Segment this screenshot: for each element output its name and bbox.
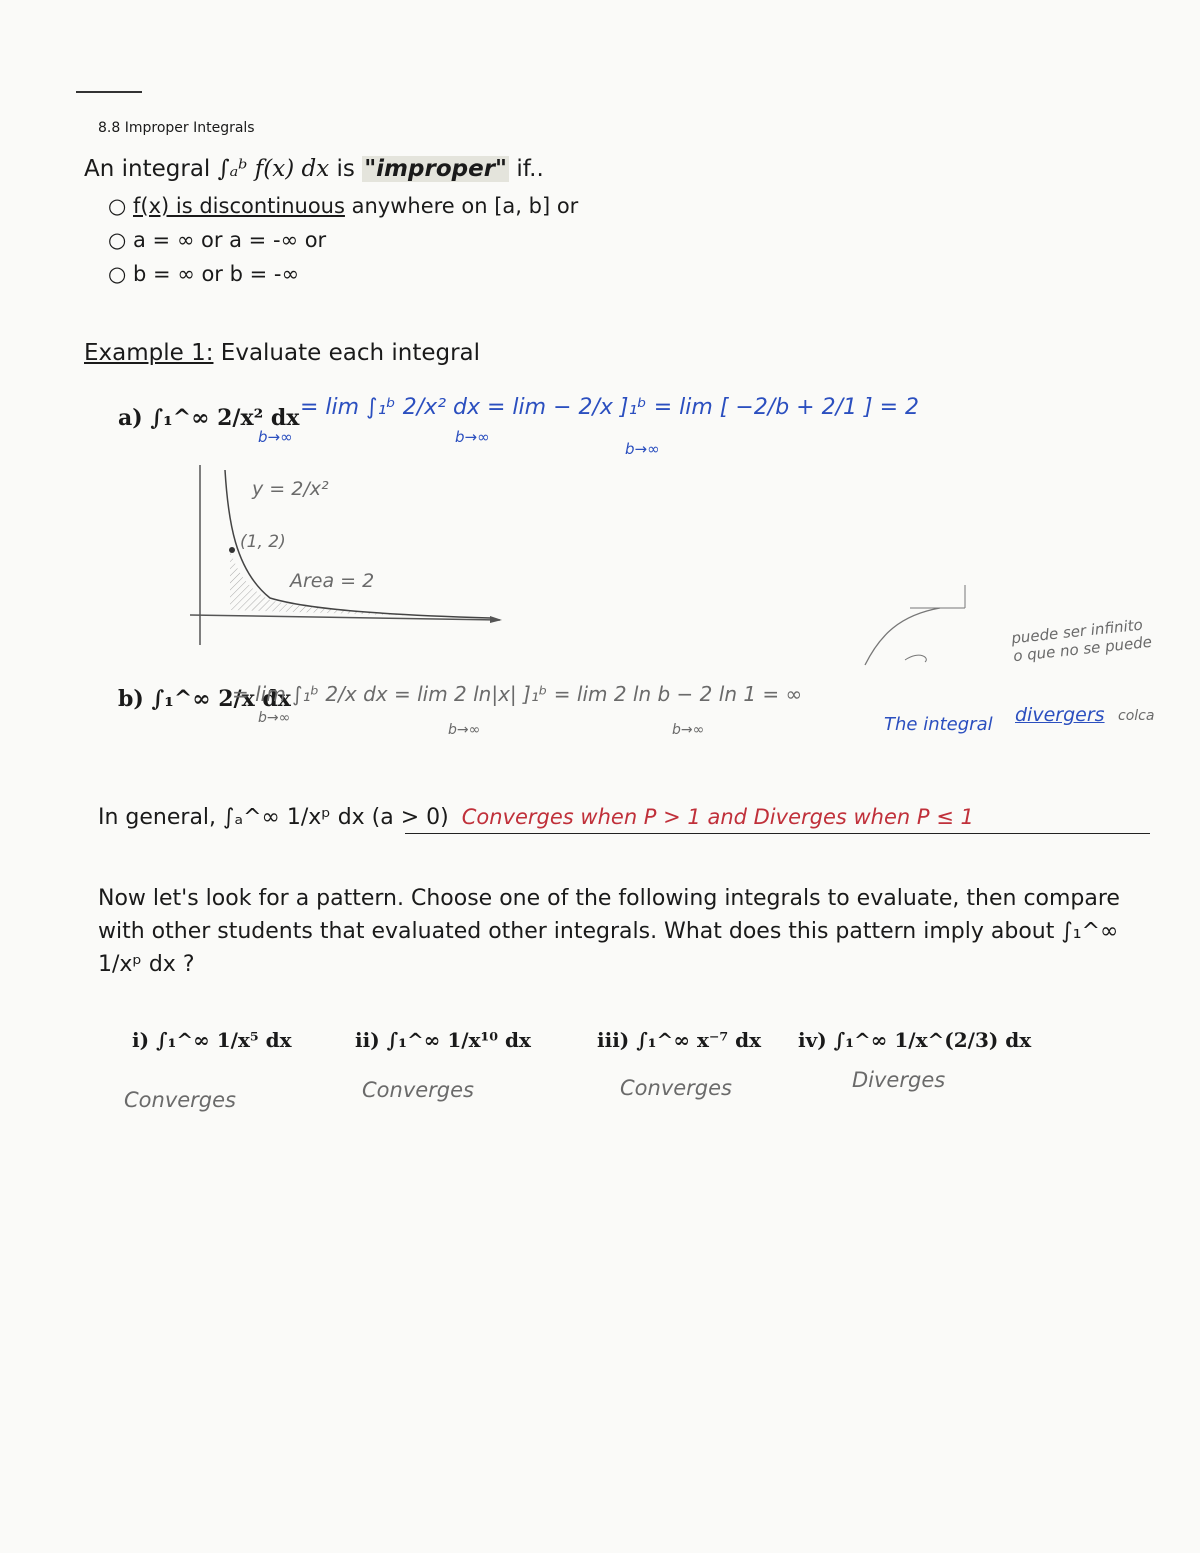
graph-curve-label: y = 2/x² [252, 478, 329, 500]
bullet-3 [108, 262, 299, 286]
exercise-i-answer: Converges [124, 1088, 236, 1112]
bullet-3-pre: b = ∞ or b = -∞ [133, 262, 299, 286]
example-1-label: Example 1: [84, 340, 214, 366]
part-b-label: b) ∫₁^∞ 2/x dx [118, 686, 291, 712]
point-marker [229, 547, 235, 553]
definition-highlight: "improper" [364, 156, 508, 182]
graph-point-label: (1, 2) [240, 532, 286, 552]
exercise-ii-label: ii) ∫₁^∞ 1/x¹⁰ dx [355, 1028, 531, 1052]
example-1-heading [84, 340, 480, 366]
bullet-2-post: or [298, 228, 327, 252]
pattern-paragraph: Now let's look for a pattern. Choose one of the following integrals to evaluate, then compare with other students that evaluated other integrals. What does this pattern imply about ∫₁^∞ 1/xᵖ dx ? [98, 886, 1120, 977]
exercise-i-label: i) ∫₁^∞ 1/x⁵ dx [132, 1028, 292, 1052]
part-a-limit-under-3: b→∞ [625, 440, 660, 458]
part-a-limit-under-2: b→∞ [455, 428, 490, 446]
definition-text-b: is [329, 156, 363, 182]
example-1-title: Evaluate each integral [213, 340, 481, 366]
bullet-circle-icon: ○ [108, 228, 133, 252]
definition-integral: ∫ₐᵇ f(x) dx [217, 156, 330, 182]
general-answer: Converges when P > 1 and Diverges when P ≤ 1 [461, 805, 974, 829]
bullet-circle-icon: ○ [108, 194, 133, 218]
bullet-circle-icon: ○ [108, 262, 133, 286]
part-b-conclusion-a: The integral [884, 714, 993, 735]
graph-y-2-over-x2 [190, 460, 520, 650]
part-b-limit-under-3: b→∞ [672, 722, 705, 738]
part-b-conclusion-c: colca [1118, 708, 1155, 724]
answer-line [405, 833, 1150, 834]
exercise-iii-label: iii) ∫₁^∞ x⁻⁷ dx [597, 1028, 762, 1052]
top-rule [76, 91, 142, 93]
exercise-iv-label: iv) ∫₁^∞ 1/x^(2/3) dx [798, 1028, 1032, 1052]
definition-text-a: An integral [84, 156, 218, 182]
bullet-2-pre: a = ∞ or a = -∞ [133, 228, 299, 252]
part-b-limit-under-2: b→∞ [448, 722, 481, 738]
part-b-side-note: puede ser infinito o que no se puede [1010, 615, 1153, 666]
part-a-label: a) ∫₁^∞ 2/x² dx [118, 405, 300, 431]
part-b-work: = lim ∫₁ᵇ 2/x dx = lim 2 ln|x| ]₁ᵇ = lim 2 ln b − 2 ln 1 = ∞ [232, 682, 803, 706]
bullet-1 [108, 194, 578, 218]
bullet-1-pre: f(x) is discontinuous [133, 194, 345, 218]
ln-loop [905, 655, 926, 662]
definition-line [84, 156, 544, 182]
x-axis-arrow-icon [490, 616, 502, 623]
part-b-limit-under-1: b→∞ [258, 710, 291, 726]
bullet-1-post: anywhere on [a, b] or [344, 194, 579, 218]
exercise-iii-answer: Converges [620, 1076, 732, 1100]
general-text: In general, ∫ₐ^∞ 1/xᵖ dx (a > 0) [98, 805, 449, 830]
exercise-ii-answer: Converges [362, 1078, 474, 1102]
bullet-2 [108, 228, 326, 252]
part-b-conclusion-b: divergers [1015, 704, 1105, 726]
page-header: 8.8 Improper Integrals [98, 120, 255, 136]
exercise-iv-answer: Diverges [852, 1068, 946, 1092]
part-a-limit-under-1: b→∞ [258, 428, 293, 446]
part-a-work: = lim ∫₁ᵇ 2/x² dx = lim − 2/x ]₁ᵇ = lim [ −2/b + 2/1 ] = 2 [300, 395, 920, 420]
ln-sketch [850, 580, 970, 670]
general-statement [98, 805, 974, 830]
definition-text-c: if.. [509, 156, 544, 182]
ln-curve [865, 608, 940, 665]
graph-area-label: Area = 2 [290, 570, 375, 592]
